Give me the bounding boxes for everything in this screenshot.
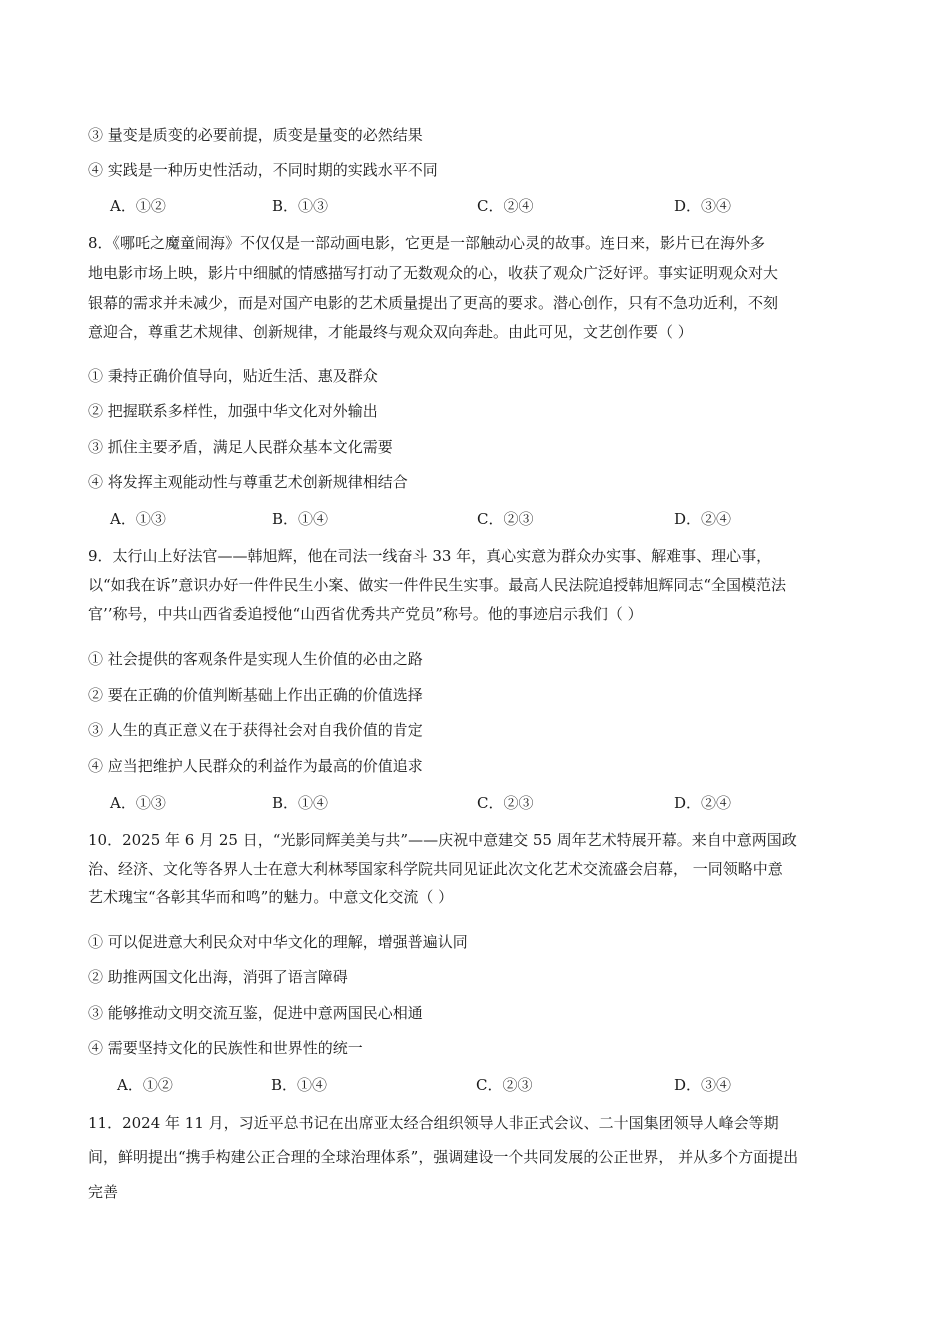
q8-stem-line-3: 银幕的需求并未减少，而是对国产电影的艺术质量提出了更高的要求。潜心创作，只有不急功近利，不刻 — [88, 294, 779, 312]
q9-option-a: A．①③ — [110, 794, 166, 812]
q7-option-b: B．①③ — [272, 197, 329, 215]
q7-option-d: D．③④ — [674, 197, 732, 215]
q9-option-b: B．①④ — [272, 794, 329, 812]
q9-item-4: ④ 应当把维护人民群众的利益作为最高的价值追求 — [88, 757, 423, 775]
q10-stem-line-3: 艺术瑰宝“各彰其华而和鸣”的魅力。中意文化交流（ ） — [88, 888, 454, 906]
q7-option-a: A．①② — [110, 197, 166, 215]
q11-stem-line-3: 完善 — [88, 1183, 119, 1201]
q9-item-2: ② 要在正确的价值判断基础上作出正确的价值选择 — [88, 686, 423, 704]
q10-stem-line-1: 10．2025 年 6 月 25 日，“光影同辉美美与共”——庆祝中意建交 55 周年艺术特展开幕。来自中意两国政 — [88, 831, 797, 849]
q10-item-4: ④ 需要坚持文化的民族性和世界性的统一 — [88, 1039, 363, 1057]
q8-item-1: ① 秉持正确价值导向，贴近生活、惠及群众 — [88, 367, 378, 385]
q7-item-4: ④ 实践是一种历史性活动，不同时期的实践水平不同 — [88, 161, 438, 179]
q11-stem-line-1: 11．2024 年 11 月，习近平总书记在出席亚太经合组织领导人非正式会议、二十国集团领导人峰会等期 — [88, 1114, 779, 1132]
q8-option-d: D．②④ — [674, 510, 732, 528]
q9-option-d: D．②④ — [674, 794, 732, 812]
q9-item-1: ① 社会提供的客观条件是实现人生价值的必由之路 — [88, 650, 423, 668]
q8-stem-line-2: 地电影市场上映，影片中细腻的情感描写打动了无数观众的心，收获了观众广泛好评。事实证明观众对大 — [88, 264, 779, 282]
q7-item-3: ③ 量变是质变的必要前提，质变是量变的必然结果 — [88, 126, 423, 144]
q9-stem-line-1: 9．太行山上好法官——韩旭辉，他在司法一线奋斗 33 年，真心实意为群众办实事、解难事、理心事， — [88, 547, 772, 565]
q8-option-c: C．②③ — [477, 510, 534, 528]
q9-stem-line-3: 官’’称号，中共山西省委追授他“山西省优秀共产党员”称号。他的事迹启示我们（ ） — [88, 605, 643, 623]
q9-option-c: C．②③ — [477, 794, 534, 812]
q7-option-c: C．②④ — [477, 197, 534, 215]
q10-option-a: A．①② — [117, 1076, 173, 1094]
q8-item-2: ② 把握联系多样性，加强中华文化对外输出 — [88, 402, 378, 420]
q8-item-4: ④ 将发挥主观能动性与尊重艺术创新规律相结合 — [88, 473, 408, 491]
q10-item-3: ③ 能够推动文明交流互鉴，促进中意两国民心相通 — [88, 1004, 423, 1022]
q10-option-b: B．①④ — [271, 1076, 328, 1094]
q10-item-1: ① 可以促进意大利民众对中华文化的理解，增强普遍认同 — [88, 933, 468, 951]
q10-option-d: D．③④ — [674, 1076, 732, 1094]
q8-stem-line-1: 8．《哪吒之魔童闹海》不仅仅是一部动画电影，它更是一部触动心灵的故事。连日来，影片已在海外多 — [88, 234, 766, 252]
q10-stem-line-2: 治、经济、文化等各界人士在意大利林琴国家科学院共同见证此次文化艺术交流盛会启幕， 一同领略中意 — [88, 860, 783, 878]
q8-option-a: A．①③ — [110, 510, 166, 528]
q11-stem-line-2: 间，鲜明提出“携手构建公正合理的全球治理体系”，强调建设一个共同发展的公正世界， 并从多个方面提出 — [88, 1148, 799, 1166]
q9-item-3: ③ 人生的真正意义在于获得社会对自我价值的肯定 — [88, 721, 423, 739]
q10-item-2: ② 助推两国文化出海，消弭了语言障碍 — [88, 968, 348, 986]
q9-stem-line-2: 以“如我在诉”意识办好一件件民生小案、做实一件件民生实事。最高人民法院追授韩旭辉同志“全国模范法 — [88, 576, 787, 594]
q10-option-c: C．②③ — [476, 1076, 533, 1094]
q8-stem-line-4: 意迎合，尊重艺术规律、创新规律，才能最终与观众双向奔赴。由此可见，文艺创作要（ ） — [88, 323, 693, 341]
q8-option-b: B．①④ — [272, 510, 329, 528]
q8-item-3: ③ 抓住主要矛盾，满足人民群众基本文化需要 — [88, 438, 393, 456]
